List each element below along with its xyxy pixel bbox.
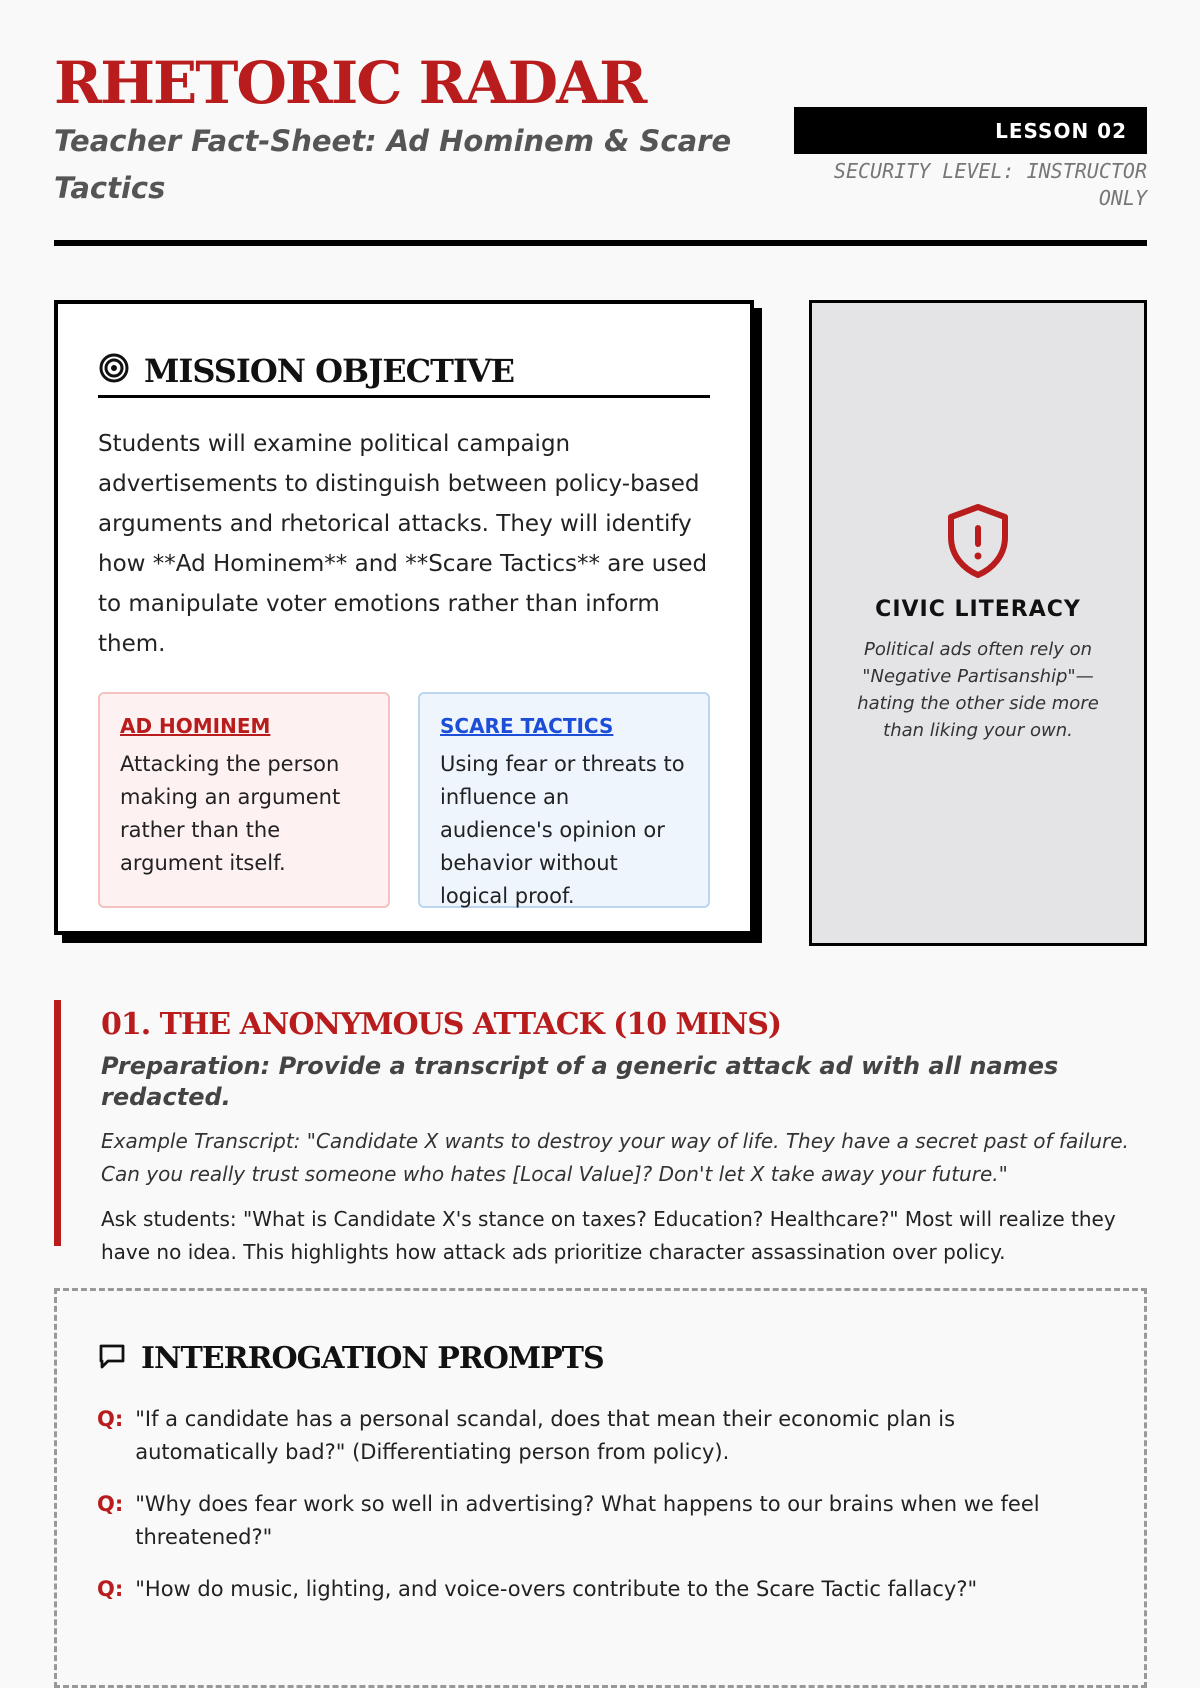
definition-text: Attacking the person making an argument rather than the argument itself.: [120, 752, 341, 875]
question-text: "If a candidate has a personal scandal, does that mean their economic plan is automatically bad?" (Differentiating person from policy).: [135, 1407, 956, 1464]
question-marker: Q:: [97, 1407, 124, 1431]
activity-instructions: Ask students: "What is Candidate X's stance on taxes? Education? Healthcare?" Most will realize they have no idea. This highlights how attack ads prioritize character assassination over policy.: [101, 1207, 1116, 1265]
definition-title: SCARE TACTICS: [440, 714, 614, 738]
question-text: "Why does fear work so well in advertising? What happens to our brains when we feel threatened?": [135, 1492, 1040, 1549]
definition-text: Using fear or threats to influence an audience's opinion or behavior without logical proof.: [440, 752, 685, 908]
question-text: "How do music, lighting, and voice-overs contribute to the Scare Tactic fallacy?": [135, 1577, 978, 1601]
ad-hominem-definition: [98, 692, 390, 908]
example-transcript: Example Transcript: "Candidate X wants to destroy your way of life. They have a secret past of failure. Can you really trust someone who hates [Local Value]? Don't let X take away your future.": [101, 1129, 1129, 1187]
activity-title: 01. THE ANONYMOUS ATTACK (10 MINS): [101, 1007, 782, 1042]
chat-bubble-icon: [97, 1341, 127, 1377]
list-item: [97, 1403, 1104, 1469]
definition-title: AD HOMINEM: [120, 714, 271, 738]
mission-heading: [98, 352, 710, 398]
activity-section: [54, 1000, 1147, 1265]
page-subtitle: Teacher Fact-Sheet: Ad Hominem & Scare Tactics: [54, 124, 732, 205]
scare-tactics-definition: [418, 692, 710, 908]
header-divider: [54, 240, 1147, 246]
security-level: SECURITY LEVEL: INSTRUCTOR ONLY: [833, 159, 1147, 210]
prompts-heading: [97, 1341, 1104, 1377]
prompts-title: INTERROGATION PROMPTS: [141, 1341, 604, 1376]
definitions: [98, 692, 710, 908]
shield-alert-icon: [945, 503, 1011, 583]
civic-title: CIVIC LITERACY: [875, 596, 1081, 622]
brand-title: RHETORIC RADAR: [54, 49, 646, 117]
mission-text: Students will examine political campaign advertisements to distinguish between policy-based arguments and rhetorical attacks. They will identify how **Ad Hominem** and **Scare Tactics** are used to manipulate voter emotions rather than inform them.: [98, 431, 708, 657]
lesson-badge: LESSON 02: [794, 107, 1147, 154]
civic-text: Political ads often rely on "Negative Partisanship"—hating the other side more than liking your own.: [857, 638, 1099, 741]
prompt-list: [97, 1403, 1104, 1606]
activity-preparation: Preparation: Provide a transcript of a generic attack ad with all names redacted.: [101, 1052, 1059, 1112]
list-item: [97, 1573, 1104, 1606]
mission-objective-card: [54, 300, 754, 935]
target-icon: [98, 352, 130, 389]
list-item: [97, 1488, 1104, 1554]
question-marker: Q:: [97, 1492, 124, 1516]
interrogation-prompts: [54, 1288, 1147, 1688]
mission-title: MISSION OBJECTIVE: [144, 351, 515, 390]
question-marker: Q:: [97, 1577, 124, 1601]
civic-literacy-panel: [809, 300, 1147, 946]
